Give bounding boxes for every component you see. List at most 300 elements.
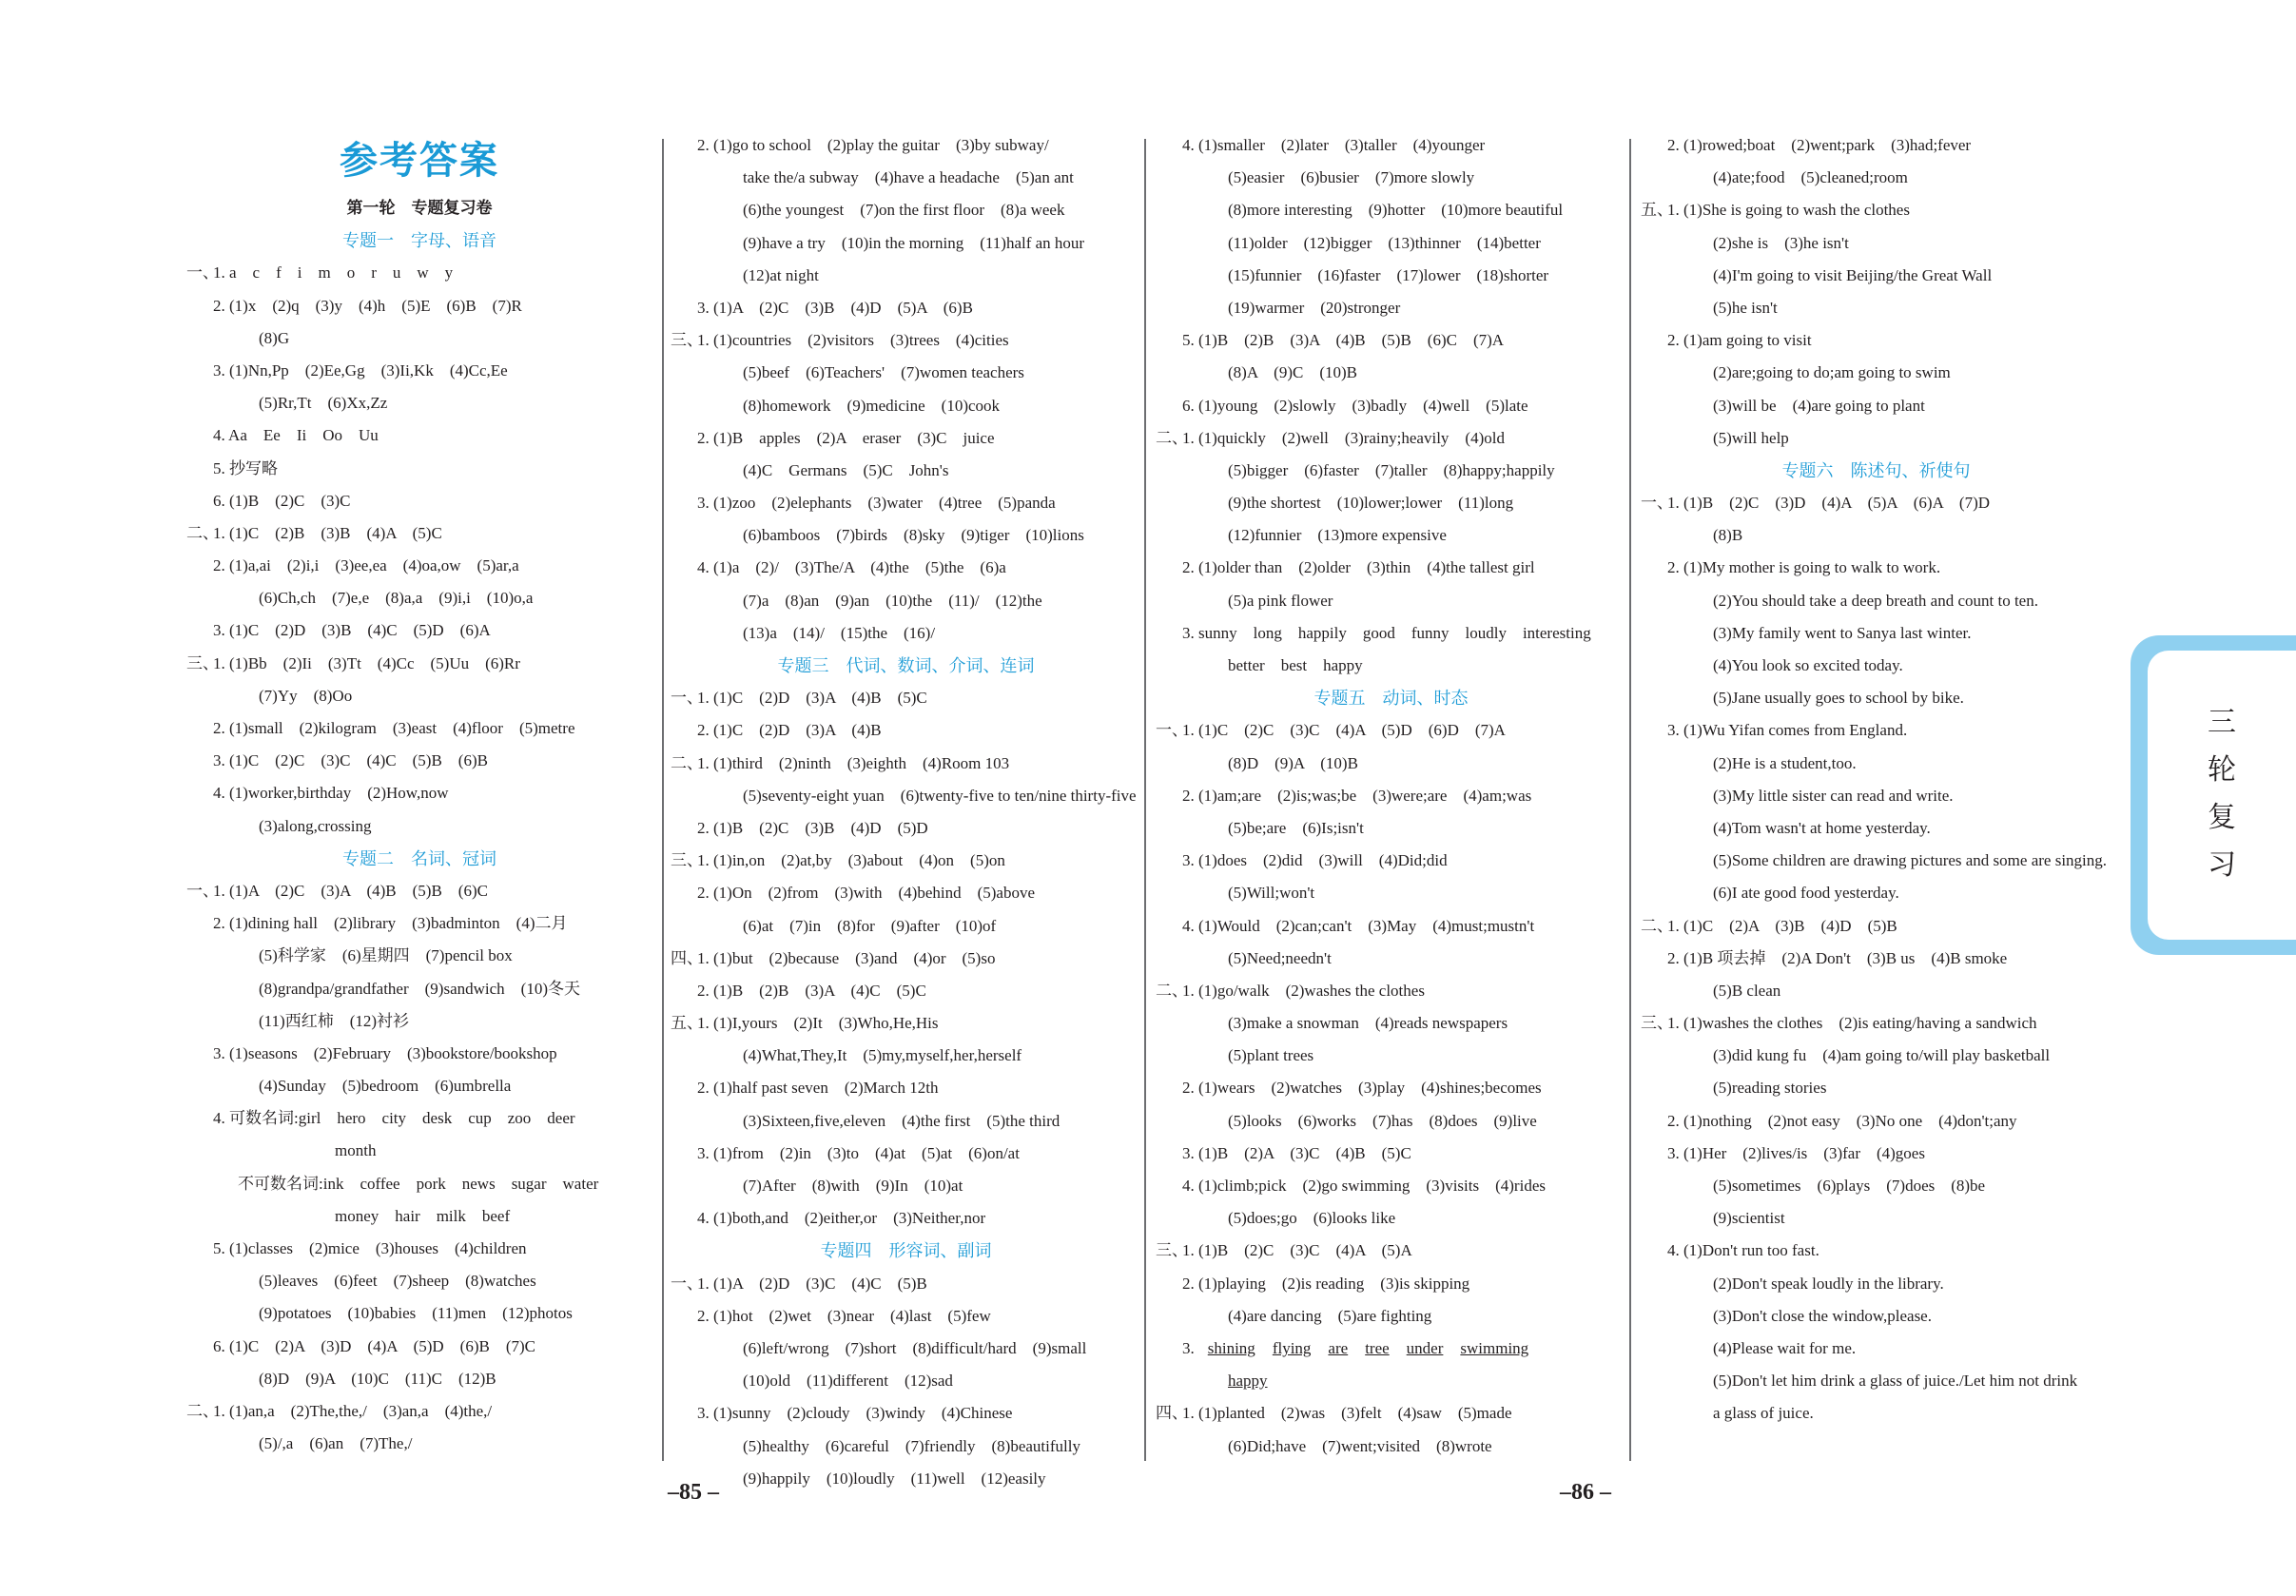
answer-line (1156, 910, 1626, 943)
answer-text: (3)along,crossing (259, 816, 372, 835)
section-heading-4: 专题四 形容词、副词 (820, 1241, 992, 1261)
answer-line (1156, 422, 1626, 455)
answer-line (671, 552, 1141, 584)
answer-line (1156, 845, 1626, 877)
answer-text: (5)sometimes (6)plays (7)does (8)be (1713, 1177, 1986, 1195)
answer-line (1641, 1300, 2111, 1333)
answer-text: 3. (1)Nn,Pp (2)Ee,Gg (3)Ii,Kk (4)Cc,Ee (213, 360, 508, 380)
part-marker: 一、 (1156, 721, 1188, 740)
answer-line (671, 1202, 1141, 1235)
part-marker: 一、 (671, 689, 703, 708)
answer-line (1156, 292, 1626, 324)
answer-text: 2. (1)B 项去掉 (2)A Don't (3)B us (4)B smoke (1667, 948, 2008, 967)
answer-line (1156, 1300, 1626, 1333)
side-tab-char: 轮 (2208, 753, 2236, 787)
underlined-word: under (1406, 1338, 1444, 1357)
answer-line (1156, 390, 1626, 422)
underlined-word: shining (1207, 1338, 1255, 1357)
answer-line (671, 227, 1141, 260)
answer-line (1156, 162, 1626, 194)
answer-line (186, 614, 652, 647)
answer-text: 3. (1)Her (2)lives/is (3)far (4)goes (1667, 1143, 1925, 1162)
answer-text: (12)funnier (13)more expensive (1228, 526, 1447, 545)
answer-line (186, 1233, 652, 1265)
answer-text: 2. (1)half past seven (2)March 12th (697, 1079, 939, 1098)
answer-text: (5)easier (6)busier (7)more slowly (1228, 168, 1475, 187)
answer-text: (4)Tom wasn't at home yesterday. (1713, 818, 1931, 837)
answer-line (671, 975, 1141, 1007)
answer-text: (5)leaves (6)feet (7)sheep (8)watches (259, 1272, 536, 1291)
answer-text: (13)a (14)/ (15)the (16)/ (743, 623, 936, 642)
answer-line (186, 1395, 652, 1428)
answer-text: 2. (1)My mother is going to walk to work. (1667, 558, 1941, 577)
answer-text: (7)After (8)with (9)In (10)at (743, 1177, 963, 1195)
answer-text: (4)are dancing (5)are fighting (1228, 1306, 1432, 1325)
answer-line (1156, 194, 1626, 226)
answer-line (186, 875, 652, 907)
part-marker: 二、 (671, 753, 703, 772)
answer-line (1156, 1072, 1626, 1104)
answer-text: (5)will help (1713, 428, 1789, 447)
answer-line (1641, 227, 2111, 260)
page-title: 参考答案 (340, 139, 499, 183)
answer-line (186, 777, 652, 809)
answer-text: 2. (1)go to school (2)play the guitar (3)by subway/ (697, 136, 1049, 154)
answer-text: (5)B clean (1713, 981, 1781, 1000)
answer-line (671, 487, 1141, 519)
answer-text: 2. (1)small (2)kilogram (3)east (4)floor (5)metre (213, 719, 575, 737)
answer-text: (5)科学家 (6)星期四 (7)pencil box (259, 946, 513, 965)
answer-line (1641, 129, 2111, 162)
answer-line (1641, 162, 2111, 194)
answer-line (1641, 714, 2111, 747)
part-marker: 二、 (1156, 981, 1188, 1000)
answer-text: 2. (1)x (2)q (3)y (4)h (5)E (6)B (7)R (213, 296, 522, 315)
answer-text: 2. (1)am;are (2)is;was;be (3)were;are (4)am;was (1182, 786, 1532, 805)
answer-text: (12)at night (743, 265, 819, 284)
answer-text: (5)be;are (6)Is;isn't (1228, 818, 1364, 837)
answer-line (1641, 194, 2111, 226)
answer-line (186, 1363, 652, 1395)
answer-text: 3. (1)C (2)C (3)C (4)C (5)B (6)B (213, 751, 488, 770)
answer-text: 4. (1)Don't run too fast. (1667, 1241, 1819, 1260)
answer-text: 1. (1)washes the clothes (2)is eating/having a sandwich (1667, 1014, 2037, 1033)
answer-line (186, 582, 652, 614)
answer-text: 4. (1)smaller (2)later (3)taller (4)younger (1182, 136, 1486, 154)
answer-text: (4)Sunday (5)bedroom (6)umbrella (259, 1077, 512, 1096)
answer-line (1641, 975, 2111, 1007)
answer-text: 4. (1)worker,birthday (2)How,now (213, 784, 449, 803)
answer-line (1156, 1138, 1626, 1170)
answer-line (671, 260, 1141, 292)
answer-line (671, 1268, 1141, 1300)
answer-line (671, 910, 1141, 943)
answer-line (1156, 943, 1626, 975)
answer-line (1641, 812, 2111, 845)
answer-text: (8)G (259, 328, 290, 347)
part-marker: 三、 (186, 653, 219, 672)
part-marker: 四、 (671, 948, 703, 967)
answer-text: (6)Did;have (7)went;visited (8)wrote (1228, 1436, 1492, 1455)
answer-text: (6)at (7)in (8)for (9)after (10)of (743, 916, 997, 935)
answer-text: 1. (1)third (2)ninth (3)eighth (4)Room 103 (697, 753, 1010, 772)
answer-text: 4. (1)a (2)/ (3)The/A (4)the (5)the (6)a (697, 558, 1006, 577)
side-tab (2131, 635, 2296, 955)
answer-line (1156, 260, 1626, 292)
answer-text: (6)Ch,ch (7)e,e (8)a,a (9)i,i (10)o,a (259, 589, 534, 608)
answer-line (186, 1331, 652, 1363)
answer-line (186, 1102, 652, 1135)
answer-text: (11)西红柿 (12)衬衫 (259, 1011, 410, 1030)
answer-text: 3. sunny long happily good funny loudly interesting (1182, 623, 1591, 642)
answer-text: 6. (1)B (2)C (3)C (213, 491, 351, 510)
answer-text: (8)more interesting (9)hotter (10)more beautiful (1228, 201, 1564, 220)
answer-text: 2. (1)C (2)D (3)A (4)B (697, 721, 882, 740)
answer-line (1156, 227, 1626, 260)
answer-line (671, 390, 1141, 422)
answer-text: (6)I ate good food yesterday. (1713, 884, 1899, 903)
answer-text: (6)the youngest (7)on the first floor (8)a week (743, 201, 1065, 220)
answer-text: take the/a subway (4)have a headache (5)an ant (743, 168, 1074, 187)
answer-line (671, 943, 1141, 975)
column-divider (662, 139, 664, 1461)
answer-line (1156, 1365, 1626, 1397)
answer-text: 5. (1)classes (2)mice (3)houses (4)children (213, 1239, 527, 1257)
answer-line (1641, 845, 2111, 877)
answer-text: (5)bigger (6)faster (7)taller (8)happy;happily (1228, 460, 1555, 479)
answer-text: (5)Will;won't (1228, 884, 1315, 903)
answer-text: (8)D (9)A (10)C (11)C (12)B (259, 1369, 496, 1388)
answer-text: 1. (1)C (2)B (3)B (4)A (5)C (213, 523, 442, 542)
answer-text: 4. Aa Ee Ii Oo Uu (213, 426, 379, 445)
answer-line (186, 485, 652, 517)
answer-text: 4. (1)both,and (2)either,or (3)Neither,nor (697, 1209, 986, 1228)
answer-text: (2)Don't speak loudly in the library. (1713, 1274, 1944, 1293)
answer-line (671, 422, 1141, 455)
answer-line (671, 129, 1141, 162)
answer-text: 3. (1)from (2)in (3)to (4)at (5)at (6)on/at (697, 1143, 1020, 1162)
answer-text: 4. (1)climb;pick (2)go swimming (3)visits (4)rides (1182, 1177, 1546, 1195)
answer-line (1156, 129, 1626, 162)
answer-text: (8)grandpa/grandfather (9)sandwich (10)冬天 (259, 979, 580, 998)
answer-text: 2. (1)B apples (2)A eraser (3)C juice (697, 428, 995, 447)
answer-line (1156, 650, 1626, 682)
answer-text: (9)happily (10)loudly (11)well (12)easily (743, 1469, 1046, 1488)
answer-line (671, 1300, 1141, 1333)
answer-line (1156, 1007, 1626, 1040)
answer-line (671, 455, 1141, 487)
answer-line (671, 682, 1141, 714)
answer-line (186, 1135, 652, 1167)
answer-line (186, 1005, 652, 1038)
answer-text: 5. (1)B (2)B (3)A (4)B (5)B (6)C (7)A (1182, 331, 1505, 350)
part-marker: 二、 (186, 523, 219, 542)
answer-text: 1. (1)C (2)A (3)B (4)D (5)B (1667, 916, 1897, 935)
answer-line (671, 194, 1141, 226)
answer-text: 6. (1)young (2)slowly (3)badly (4)well (5)late (1182, 396, 1528, 415)
column-divider (1144, 139, 1146, 1461)
answer-text: (7)Yy (8)Oo (259, 686, 353, 705)
answer-text: (3)Sixteen,five,eleven (4)the first (5)the third (743, 1111, 1060, 1130)
answer-text: 1. (1)but (2)because (3)and (4)or (5)so (697, 948, 996, 967)
part-marker: 一、 (186, 263, 219, 282)
part-marker: 四、 (1156, 1404, 1188, 1423)
answer-line (1641, 877, 2111, 909)
answer-line (1641, 910, 2111, 943)
answer-line (671, 1138, 1141, 1170)
answer-line (1641, 357, 2111, 389)
answer-text: 3. (1)Wu Yifan comes from England. (1667, 721, 1908, 740)
answer-text: (10)old (11)different (12)sad (743, 1372, 953, 1391)
part-marker: 五、 (671, 1014, 703, 1033)
answer-line (1641, 487, 2111, 519)
answer-text: 1. (1)quickly (2)well (3)rainy;heavily (4)old (1182, 428, 1505, 447)
answer-line (1156, 357, 1626, 389)
underlined-word: swimming (1460, 1338, 1529, 1357)
answer-text: 1. (1)C (2)D (3)A (4)B (5)C (697, 689, 927, 708)
side-tab-char: 复 (2208, 801, 2236, 834)
answer-line (1641, 1268, 2111, 1300)
answer-line (671, 845, 1141, 877)
answer-text: 1. (1)go/walk (2)washes the clothes (1182, 981, 1425, 1000)
answer-text: (4)What,They,It (5)my,myself,her,herself (743, 1046, 1022, 1065)
answer-line (186, 680, 652, 712)
answer-line (186, 648, 652, 680)
answer-text: (4)I'm going to visit Beijing/the Great Wall (1713, 265, 1993, 284)
answer-text: (5)Need;needn't (1228, 948, 1332, 967)
answer-line (1156, 617, 1626, 650)
answer-text: (2)He is a student,too. (1713, 753, 1857, 772)
answer-line (1156, 748, 1626, 780)
answer-text: 2. (1)older than (2)older (3)thin (4)the tallest girl (1182, 558, 1535, 577)
answer-line (671, 1333, 1141, 1365)
answer-line (671, 1397, 1141, 1430)
answer-line (671, 1072, 1141, 1104)
answer-text: (7)a (8)an (9)an (10)the (11)/ (12)the (743, 591, 1042, 610)
answer-text: (4)C Germans (5)C John's (743, 460, 949, 479)
answer-line (671, 292, 1141, 324)
answer-text: (9)the shortest (10)lower;lower (11)long (1228, 494, 1514, 513)
answer-text: (9)have a try (10)in the morning (11)half an hour (743, 233, 1085, 252)
answer-text: (3)My little sister can read and write. (1713, 786, 1954, 805)
part-marker: 三、 (671, 331, 703, 350)
underlined-word: flying (1272, 1338, 1312, 1357)
answer-text: 3. (1)A (2)C (3)B (4)D (5)A (6)B (697, 298, 973, 317)
page-number-left: –85 – (668, 1480, 719, 1505)
answer-text: 1. (1)A (2)D (3)C (4)C (5)B (697, 1274, 927, 1293)
answer-line (1641, 519, 2111, 552)
answer-line (671, 1463, 1141, 1495)
answer-text: (3)Don't close the window,please. (1713, 1306, 1932, 1325)
answer-line (186, 745, 652, 777)
answer-text: (4)Please wait for me. (1713, 1338, 1857, 1357)
answer-line (1156, 585, 1626, 617)
answer-line (1156, 1040, 1626, 1072)
answer-line (671, 1105, 1141, 1138)
answer-line (671, 748, 1141, 780)
answer-line (1641, 1072, 2111, 1104)
answer-text: 2. (1)a,ai (2)i,i (3)ee,ea (4)oa,ow (5)ar,a (213, 556, 519, 575)
underlined-word: tree (1365, 1338, 1390, 1357)
answer-text: money hair milk beef (335, 1206, 511, 1225)
answer-text: (3)My family went to Sanya last winter. (1713, 623, 1972, 642)
answer-line (1641, 617, 2111, 650)
answer-text: (2)You should take a deep breath and count to ten. (1713, 591, 2038, 610)
answer-line (186, 1070, 652, 1102)
part-marker: 三、 (671, 851, 703, 870)
answer-text: (5)Don't let him drink a glass of juice./Let him not drink (1713, 1372, 2078, 1391)
answer-text: a glass of juice. (1713, 1404, 1814, 1423)
answer-line (1641, 292, 2111, 324)
answer-line (1641, 260, 2111, 292)
round-heading: 第一轮 专题复习卷 (346, 199, 493, 217)
answer-text: 2. (1)wears (2)watches (3)play (4)shines;becomes (1182, 1079, 1542, 1098)
answer-text: (5)Some children are drawing pictures and some are singing. (1713, 851, 2108, 870)
answer-line (671, 1007, 1141, 1040)
answer-line (186, 1297, 652, 1330)
answer-text: (5)Rr,Tt (6)Xx,Zz (259, 394, 388, 413)
answer-text: 6. (1)C (2)A (3)D (4)A (5)D (6)B (7)C (213, 1336, 536, 1355)
answer-text: 1. (1)an,a (2)The,the,/ (3)an,a (4)the,/ (213, 1401, 493, 1420)
answer-line (1641, 1397, 2111, 1430)
answer-line (671, 1365, 1141, 1397)
answer-line (1641, 1138, 2111, 1170)
answer-text: (4)You look so excited today. (1713, 656, 1903, 674)
answer-text: (3)will be (4)are going to plant (1713, 396, 1925, 415)
answer-line (186, 550, 652, 582)
answer-text: (6)bamboos (7)birds (8)sky (9)tiger (10)lions (743, 526, 1084, 545)
part-marker: 一、 (1641, 494, 1673, 513)
answer-text: (5)reading stories (1713, 1079, 1827, 1098)
answer-text: (5)does;go (6)looks like (1228, 1209, 1396, 1228)
answer-line (1641, 1007, 2111, 1040)
page-number-right: –86 – (1560, 1480, 1611, 1505)
answer-column-2 (671, 129, 1141, 1495)
answer-line (671, 714, 1141, 747)
answer-text: 2. (1)playing (2)is reading (3)is skipping (1182, 1274, 1470, 1293)
answer-line (186, 810, 652, 843)
side-tab-panel (2148, 651, 2296, 940)
answer-text: 3. (1)does (2)did (3)will (4)Did;did (1182, 851, 1448, 870)
answer-line (1156, 1235, 1626, 1267)
section-heading-2: 专题二 名词、冠词 (342, 848, 496, 868)
answer-text: (3)did kung fu (4)am going to/will play basketball (1713, 1046, 2051, 1065)
answer-text: 2. (1)nothing (2)not easy (3)No one (4)don't;any (1667, 1111, 2017, 1130)
answer-text: 2. (1)hot (2)wet (3)near (4)last (5)few (697, 1306, 991, 1325)
answer-text: (8)A (9)C (10)B (1228, 363, 1357, 382)
answer-line (1156, 324, 1626, 357)
answer-text: 3. (1)C (2)D (3)B (4)C (5)D (6)A (213, 621, 491, 640)
answer-text: (5)healthy (6)careful (7)friendly (8)beautifully (743, 1436, 1080, 1455)
answer-text: (9)potatoes (10)babies (11)men (12)photos (259, 1304, 573, 1323)
answer-line (671, 617, 1141, 650)
answer-text: 3. (1)B (2)A (3)C (4)B (5)C (1182, 1143, 1411, 1162)
answer-text: 5. 抄写略 (213, 458, 278, 477)
part-marker: 五、 (1641, 201, 1673, 220)
answer-text: 3. (1)sunny (2)cloudy (3)windy (4)Chinese (697, 1404, 1013, 1423)
answer-line (1641, 1105, 2111, 1138)
answer-line (671, 812, 1141, 845)
answer-line (671, 1040, 1141, 1072)
answer-line (186, 1038, 652, 1070)
answer-line (186, 257, 652, 289)
answer-text: (5)seventy-eight yuan (6)twenty-five to ten/nine thirty-five (743, 786, 1137, 805)
answer-text: happy (1228, 1372, 1268, 1391)
answer-line (1156, 877, 1626, 909)
answer-text: 2. (1)B (2)C (3)B (4)D (5)D (697, 818, 928, 837)
answer-text: 1. (1)countries (2)visitors (3)trees (4)cities (697, 331, 1009, 350)
answer-text: 4. 可数名词:girl hero city desk cup zoo deer (213, 1109, 575, 1128)
answer-text: 3. (1)seasons (2)February (3)bookstore/bookshop (213, 1043, 557, 1062)
answer-line (671, 1170, 1141, 1202)
answer-line (1641, 1170, 2111, 1202)
answer-line (671, 585, 1141, 617)
answer-line (1156, 1170, 1626, 1202)
answer-column-4 (1641, 129, 2111, 1431)
answer-text: 1. (1)She is going to wash the clothes (1667, 201, 1910, 220)
answer-line (1641, 682, 2111, 714)
part-marker: 三、 (1641, 1014, 1673, 1033)
answer-line (1156, 1105, 1626, 1138)
answer-line (671, 1431, 1141, 1463)
answer-text: (8)homework (9)medicine (10)cook (743, 396, 1001, 415)
answer-text: 2. (1)dining hall (2)library (3)badminton (4)二月 (213, 914, 568, 933)
answer-line (1156, 1202, 1626, 1235)
part-marker: 二、 (1156, 428, 1188, 447)
answer-text: (5)a pink flower (1228, 591, 1333, 610)
answer-line (1641, 585, 2111, 617)
answer-text: (15)funnier (16)faster (17)lower (18)shorter (1228, 265, 1549, 284)
answer-line (671, 357, 1141, 389)
answer-line (1156, 1333, 1626, 1365)
answer-column-1 (186, 129, 652, 1460)
answer-line (1641, 390, 2111, 422)
answer-line (1156, 1431, 1626, 1463)
answer-text: (2)she is (3)he isn't (1713, 233, 1849, 252)
answer-line (186, 973, 652, 1005)
answer-line (186, 1265, 652, 1297)
answer-line (1156, 780, 1626, 812)
answer-text: 不可数名词:ink coffee pork news sugar water (238, 1174, 599, 1193)
answer-line (1156, 714, 1626, 747)
answer-line (1641, 780, 2111, 812)
section-heading-5: 专题五 动词、时态 (1313, 689, 1469, 709)
answer-text: (3)make a snowman (4)reads newspapers (1228, 1014, 1508, 1033)
answer-line (1641, 324, 2111, 357)
answer-text: (5)/,a (6)an (7)The,/ (259, 1434, 413, 1453)
answer-line (671, 877, 1141, 909)
answer-text: (5)Jane usually goes to school by bike. (1713, 689, 1964, 708)
answer-text: 1. (1)Bb (2)Ii (3)Tt (4)Cc (5)Uu (6)Rr (213, 653, 520, 672)
column-divider (1629, 139, 1631, 1461)
answer-line (1156, 552, 1626, 584)
answer-text: 1. (1)A (2)C (3)A (4)B (5)B (6)C (213, 881, 488, 900)
answer-column-3 (1156, 129, 1626, 1463)
answer-text: 3. (1)zoo (2)elephants (3)water (4)tree (5)panda (697, 494, 1056, 513)
answer-text: (5)looks (6)works (7)has (8)does (9)live (1228, 1111, 1537, 1130)
answer-line (1641, 1235, 2111, 1267)
answer-line (1641, 1202, 2111, 1235)
answer-line (671, 162, 1141, 194)
answer-text: 3. (1182, 1338, 1195, 1357)
answer-text: 2. (1)B (2)B (3)A (4)C (5)C (697, 981, 926, 1000)
answer-line (671, 324, 1141, 357)
answer-text: (8)D (9)A (10)B (1228, 753, 1358, 772)
section-heading-3: 专题三 代词、数词、介词、连词 (777, 656, 1035, 675)
answer-line (186, 712, 652, 745)
answer-line (186, 940, 652, 972)
answer-text: 1. a c f i m o r u w y (213, 263, 454, 282)
